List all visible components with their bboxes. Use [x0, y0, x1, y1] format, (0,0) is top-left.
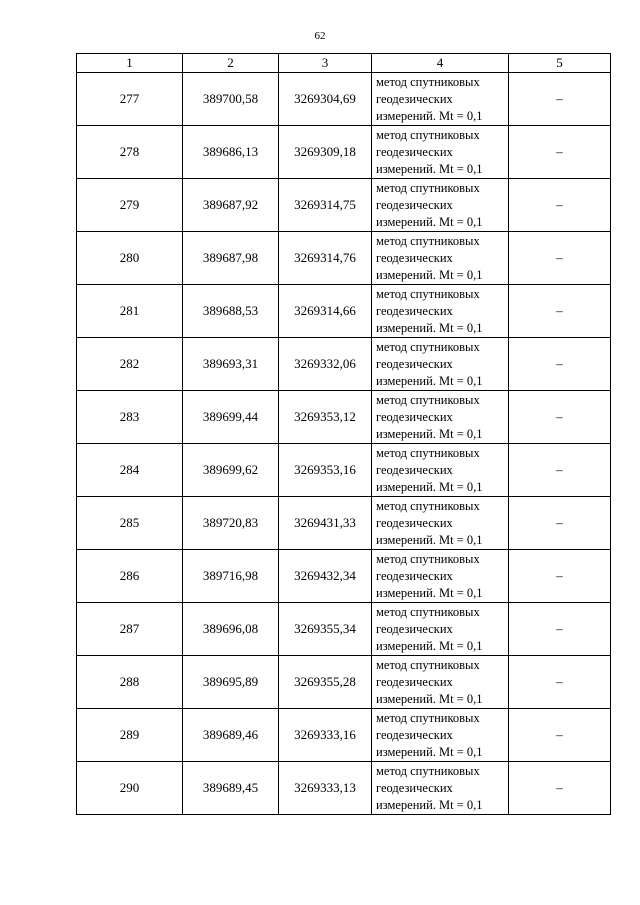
- y-coordinate-cell: 3269432,34: [279, 550, 372, 603]
- y-coordinate-cell: 3269431,33: [279, 497, 372, 550]
- x-coordinate-cell: 389693,31: [183, 338, 279, 391]
- method-line-2: геодезических: [376, 91, 453, 106]
- method-line-2: геодезических: [376, 568, 453, 583]
- method-line-3: измерений. Mt = 0,1: [376, 214, 483, 229]
- x-coordinate-cell: 389689,46: [183, 709, 279, 762]
- method-line-3: измерений. Mt = 0,1: [376, 267, 483, 282]
- note-cell: –: [509, 391, 611, 444]
- note-cell: –: [509, 338, 611, 391]
- method-line-3: измерений. Mt = 0,1: [376, 585, 483, 600]
- method-line-2: геодезических: [376, 780, 453, 795]
- method-line-1: метод спутниковых: [376, 392, 480, 407]
- method-line-1: метод спутниковых: [376, 445, 480, 460]
- column-header-3: 3: [279, 54, 372, 73]
- table-row: [77, 550, 611, 603]
- method-line-3: измерений. Mt = 0,1: [376, 744, 483, 759]
- method-cell: [372, 126, 509, 179]
- method-line-3: измерений. Mt = 0,1: [376, 373, 483, 388]
- point-number-cell: 288: [77, 656, 183, 709]
- method-line-1: метод спутниковых: [376, 710, 480, 725]
- y-coordinate-cell: 3269309,18: [279, 126, 372, 179]
- x-coordinate-cell: 389720,83: [183, 497, 279, 550]
- method-cell: [372, 285, 509, 338]
- method-line-3: измерений. Mt = 0,1: [376, 797, 483, 812]
- note-cell: –: [509, 126, 611, 179]
- table-row: [77, 762, 611, 815]
- method-cell: [372, 444, 509, 497]
- table-row: [77, 603, 611, 656]
- note-cell: –: [509, 656, 611, 709]
- method-line-3: измерений. Mt = 0,1: [376, 161, 483, 176]
- note-cell: –: [509, 603, 611, 656]
- x-coordinate-cell: 389716,98: [183, 550, 279, 603]
- table-row: [77, 497, 611, 550]
- method-line-2: геодезических: [376, 409, 453, 424]
- method-line-1: метод спутниковых: [376, 339, 480, 354]
- method-line-3: измерений. Mt = 0,1: [376, 479, 483, 494]
- x-coordinate-cell: 389688,53: [183, 285, 279, 338]
- x-coordinate-cell: 389699,62: [183, 444, 279, 497]
- y-coordinate-cell: 3269333,16: [279, 709, 372, 762]
- method-line-3: измерений. Mt = 0,1: [376, 532, 483, 547]
- method-line-2: геодезических: [376, 674, 453, 689]
- note-cell: –: [509, 232, 611, 285]
- table-row: [77, 656, 611, 709]
- point-number-cell: 287: [77, 603, 183, 656]
- note-cell: –: [509, 497, 611, 550]
- method-cell: [372, 603, 509, 656]
- y-coordinate-cell: 3269314,66: [279, 285, 372, 338]
- note-cell: –: [509, 709, 611, 762]
- point-number-cell: 289: [77, 709, 183, 762]
- y-coordinate-cell: 3269333,13: [279, 762, 372, 815]
- method-line-1: метод спутниковых: [376, 286, 480, 301]
- y-coordinate-cell: 3269304,69: [279, 73, 372, 126]
- point-number-cell: 285: [77, 497, 183, 550]
- method-line-3: измерений. Mt = 0,1: [376, 108, 483, 123]
- table-row: [77, 73, 611, 126]
- x-coordinate-cell: 389695,89: [183, 656, 279, 709]
- note-cell: –: [509, 550, 611, 603]
- table-row: [77, 391, 611, 444]
- y-coordinate-cell: 3269332,06: [279, 338, 372, 391]
- method-line-3: измерений. Mt = 0,1: [376, 691, 483, 706]
- x-coordinate-cell: 389699,44: [183, 391, 279, 444]
- coordinates-table: [76, 53, 611, 815]
- method-cell: [372, 391, 509, 444]
- method-cell: [372, 73, 509, 126]
- point-number-cell: 277: [77, 73, 183, 126]
- point-number-cell: 281: [77, 285, 183, 338]
- y-coordinate-cell: 3269355,34: [279, 603, 372, 656]
- method-line-1: метод спутниковых: [376, 127, 480, 142]
- table-header-row: [77, 54, 611, 73]
- method-line-1: метод спутниковых: [376, 74, 480, 89]
- method-line-3: измерений. Mt = 0,1: [376, 426, 483, 441]
- method-line-1: метод спутниковых: [376, 551, 480, 566]
- column-header-4: 4: [372, 54, 509, 73]
- method-line-2: геодезических: [376, 197, 453, 212]
- method-line-1: метод спутниковых: [376, 180, 480, 195]
- point-number-cell: 278: [77, 126, 183, 179]
- table-row: [77, 338, 611, 391]
- method-line-2: геодезических: [376, 727, 453, 742]
- method-line-2: геодезических: [376, 462, 453, 477]
- method-line-1: метод спутниковых: [376, 233, 480, 248]
- note-cell: –: [509, 179, 611, 232]
- table-body: [77, 73, 611, 815]
- column-header-2: 2: [183, 54, 279, 73]
- method-cell: [372, 338, 509, 391]
- y-coordinate-cell: 3269314,75: [279, 179, 372, 232]
- x-coordinate-cell: 389696,08: [183, 603, 279, 656]
- x-coordinate-cell: 389686,13: [183, 126, 279, 179]
- method-line-1: метод спутниковых: [376, 763, 480, 778]
- point-number-cell: 290: [77, 762, 183, 815]
- x-coordinate-cell: 389700,58: [183, 73, 279, 126]
- method-line-2: геодезических: [376, 144, 453, 159]
- column-header-5: 5: [509, 54, 611, 73]
- note-cell: –: [509, 285, 611, 338]
- method-cell: [372, 232, 509, 285]
- page-number: 62: [314, 30, 326, 42]
- method-line-3: измерений. Mt = 0,1: [376, 638, 483, 653]
- method-line-1: метод спутниковых: [376, 498, 480, 513]
- y-coordinate-cell: 3269355,28: [279, 656, 372, 709]
- note-cell: –: [509, 444, 611, 497]
- point-number-cell: 279: [77, 179, 183, 232]
- table-row: [77, 179, 611, 232]
- method-line-2: геодезических: [376, 250, 453, 265]
- method-line-2: геодезических: [376, 515, 453, 530]
- method-line-2: геодезических: [376, 356, 453, 371]
- y-coordinate-cell: 3269353,16: [279, 444, 372, 497]
- method-cell: [372, 709, 509, 762]
- x-coordinate-cell: 389687,92: [183, 179, 279, 232]
- note-cell: –: [509, 73, 611, 126]
- column-header-1: 1: [77, 54, 183, 73]
- method-line-2: геодезических: [376, 303, 453, 318]
- method-line-1: метод спутниковых: [376, 604, 480, 619]
- point-number-cell: 282: [77, 338, 183, 391]
- note-cell: –: [509, 762, 611, 815]
- table-row: [77, 444, 611, 497]
- method-cell: [372, 550, 509, 603]
- point-number-cell: 284: [77, 444, 183, 497]
- point-number-cell: 280: [77, 232, 183, 285]
- point-number-cell: 283: [77, 391, 183, 444]
- table-row: [77, 709, 611, 762]
- table-row: [77, 285, 611, 338]
- method-cell: [372, 497, 509, 550]
- method-line-1: метод спутниковых: [376, 657, 480, 672]
- point-number-cell: 286: [77, 550, 183, 603]
- y-coordinate-cell: 3269353,12: [279, 391, 372, 444]
- method-line-3: измерений. Mt = 0,1: [376, 320, 483, 335]
- x-coordinate-cell: 389687,98: [183, 232, 279, 285]
- y-coordinate-cell: 3269314,76: [279, 232, 372, 285]
- method-cell: [372, 762, 509, 815]
- method-cell: [372, 179, 509, 232]
- method-line-2: геодезических: [376, 621, 453, 636]
- method-cell: [372, 656, 509, 709]
- x-coordinate-cell: 389689,45: [183, 762, 279, 815]
- table-row: [77, 232, 611, 285]
- table-row: [77, 126, 611, 179]
